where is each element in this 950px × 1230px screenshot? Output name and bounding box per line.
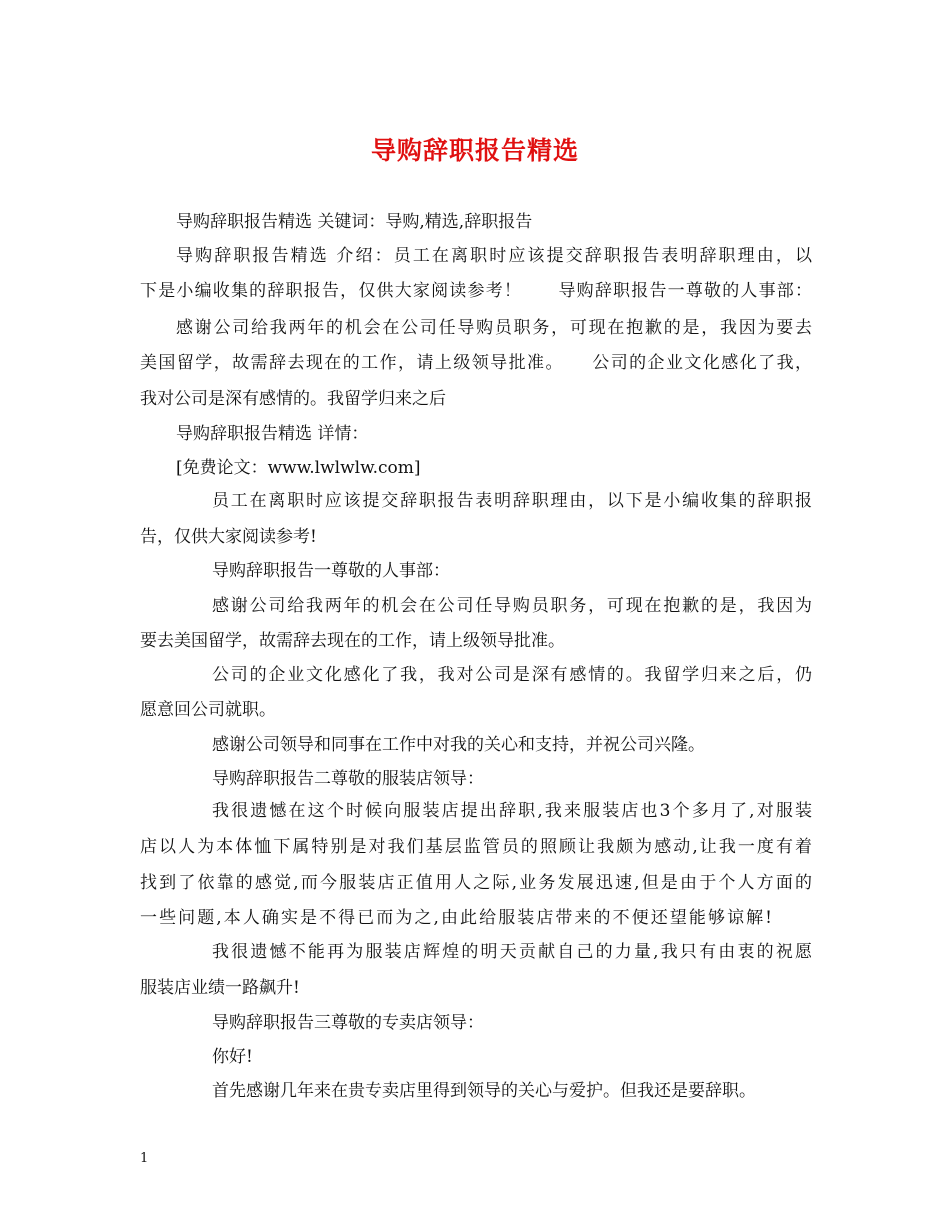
page-number: 1 [140,1151,149,1166]
text-line: 感谢公司给我两年的机会在公司任导购员职务，可现在抱歉的是，我因为 [212,596,812,616]
text-line: [免费论文：www.lwlwlw.com] [176,458,421,478]
text-line: 下是小编收集的辞职报告，仅供大家阅读参考！ 导购辞职报告一尊敬的人事部： [140,281,812,301]
text-line: 导购辞职报告二尊敬的服装店领导： [212,769,484,789]
text-line: 要去美国留学，故需辞去现在的工作，请上级领导批准。 [140,631,565,651]
text-line: 愿意回公司就职。 [140,700,276,720]
text-line: 你好! [212,1047,253,1067]
text-line: 一些问题,本人确实是不得已而为之,由此给服装店带来的不便还望能够谅解! [140,908,772,928]
text-line: 导购辞职报告精选 关键词：导购,精选,辞职报告 [176,212,533,232]
text-line: 找到了依靠的感觉,而今服装店正值用人之际,业务发展迅速,但是由于个人方面的 [140,873,812,893]
text-line: 店以人为本体恤下属特别是对我们基层监管员的照顾让我颇为感动,让我一度有着 [140,837,812,857]
text-line: 美国留学，故需辞去现在的工作，请上级领导批准。 公司的企业文化感化了我， [140,353,812,373]
text-line: 我很遗憾在这个时候向服装店提出辞职,我来服装店也3个多月了,对服装 [212,801,812,821]
text-line: 公司的企业文化感化了我，我对公司是深有感情的。我留学归来之后，仍 [212,665,812,685]
text-line: 服装店业绩一路飙升! [140,978,300,998]
text-line: 感谢公司给我两年的机会在公司任导购员职务，可现在抱歉的是，我因为要去 [176,318,812,338]
text-line: 告，仅供大家阅读参考! [140,527,317,547]
text-line: 导购辞职报告一尊敬的人事部： [212,561,450,581]
text-line: 感谢公司领导和同事在工作中对我的关心和支持，并祝公司兴隆。 [212,735,705,755]
text-line: 员工在离职时应该提交辞职报告表明辞职理由，以下是小编收集的辞职报 [212,491,812,511]
text-line: 我很遗憾不能再为服装店辉煌的明天贡献自己的力量,我只有由衷的祝愿 [212,942,812,962]
text-line: 首先感谢几年来在贵专卖店里得到领导的关心与爱护。但我还是要辞职。 [212,1081,756,1101]
text-line: 导购辞职报告精选 介绍：员工在离职时应该提交辞职报告表明辞职理由，以 [176,246,812,266]
text-line: 我对公司是深有感情的。我留学归来之后 [140,389,446,409]
text-line: 导购辞职报告三尊敬的专卖店领导： [212,1013,484,1033]
document-title: 导购辞职报告精选 [370,136,579,165]
text-line: 导购辞职报告精选 详情： [176,424,369,444]
